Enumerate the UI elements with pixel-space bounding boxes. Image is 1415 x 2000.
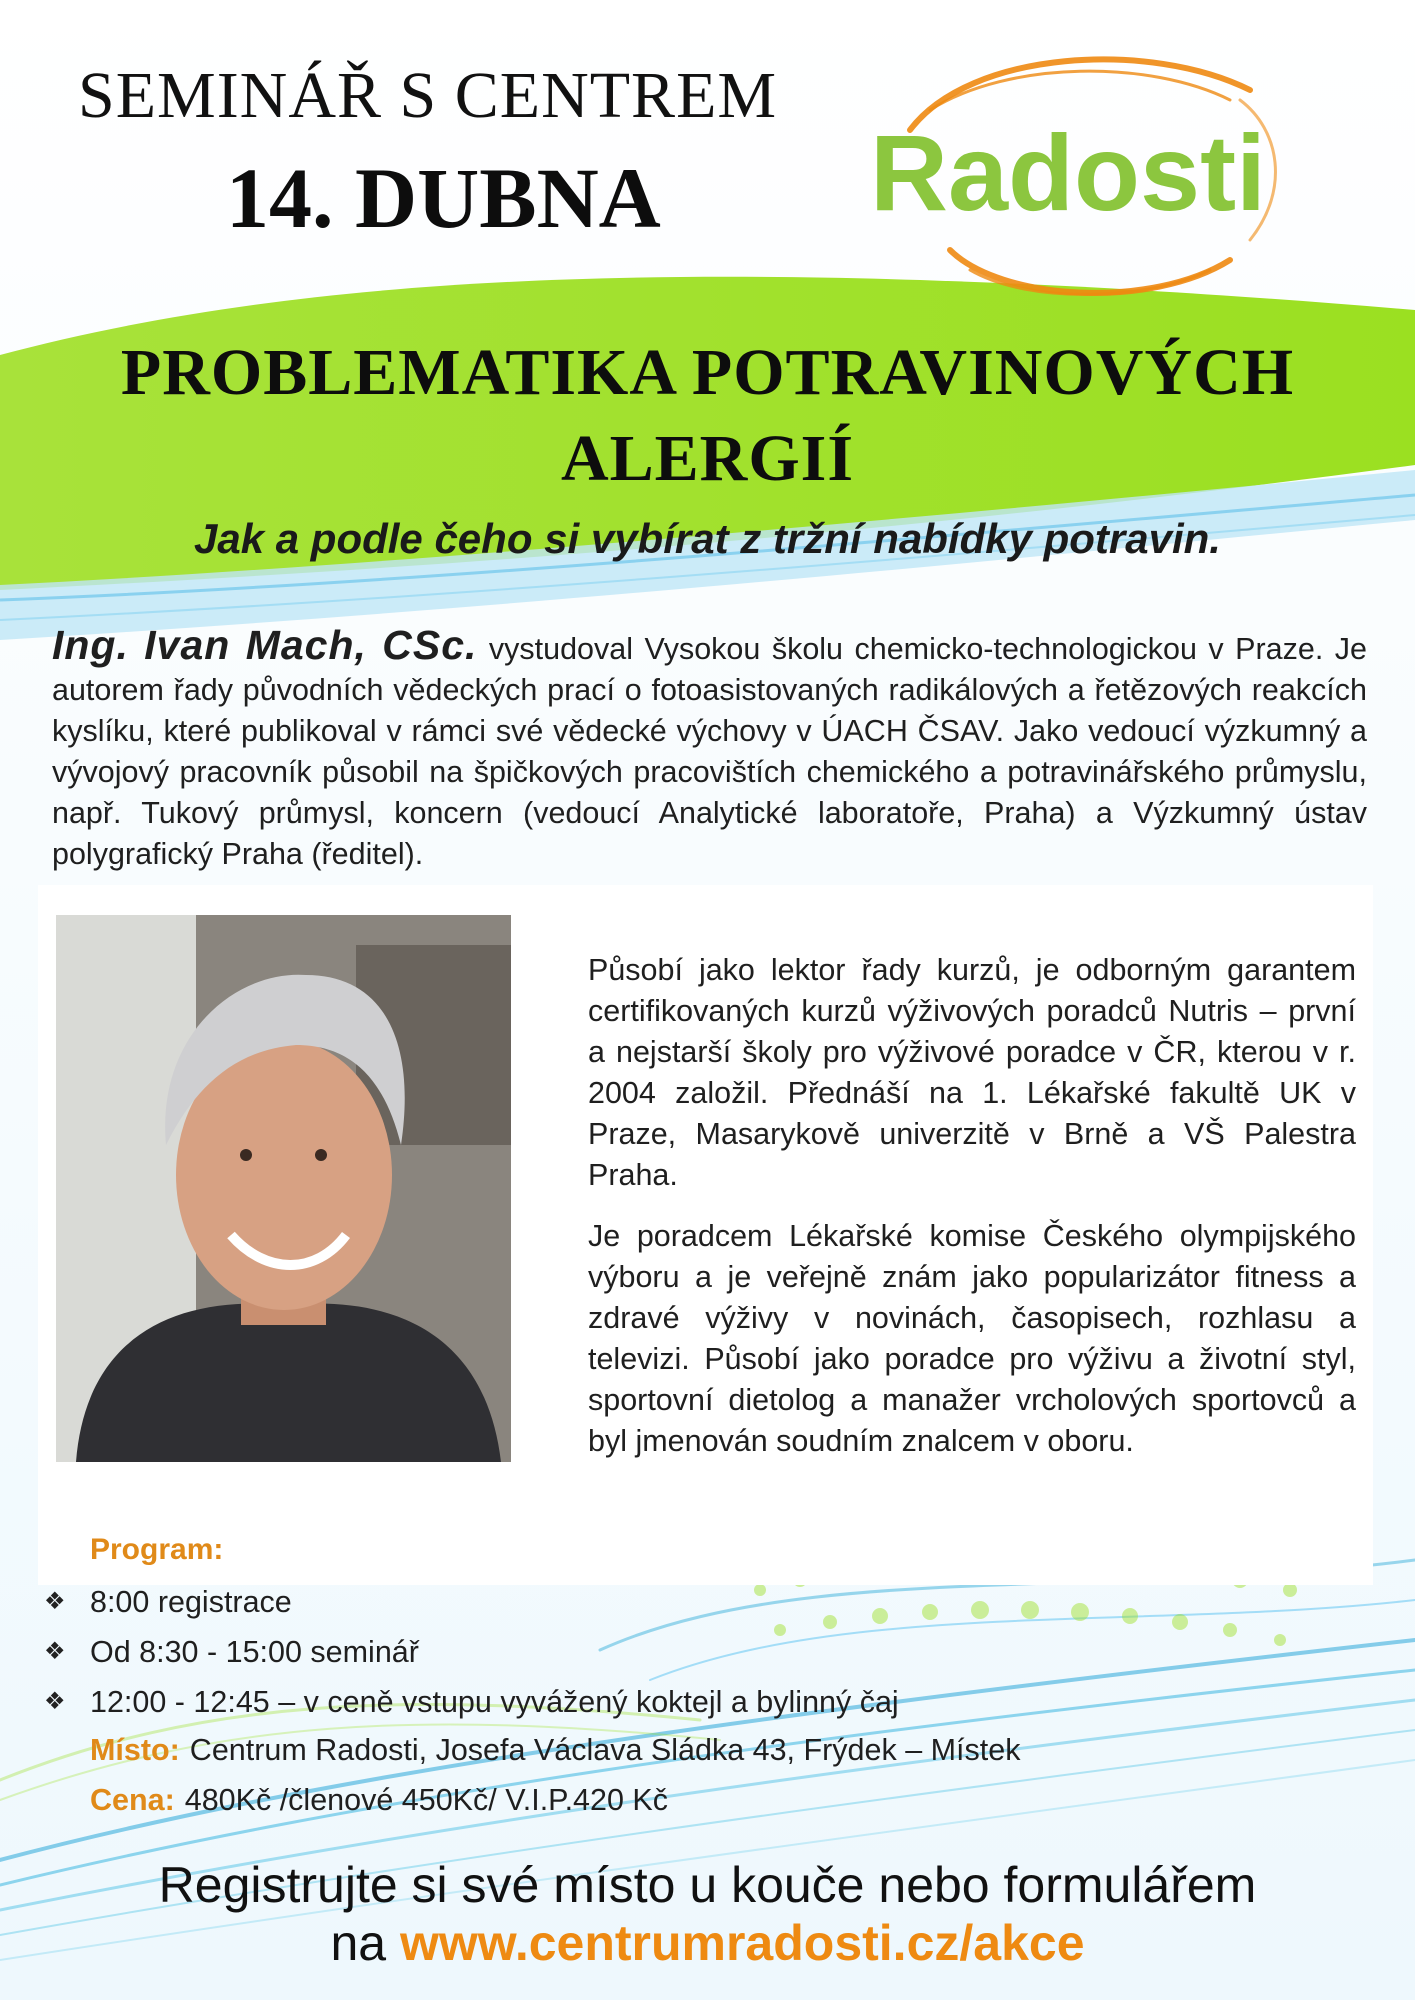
registration-footer [0,1856,1415,1972]
url-prefix: na [330,1915,400,1971]
program-item-text: 12:00 - 12:45 – v ceně vstupu vyvážený koktejl a bylinný čaj [90,1685,899,1719]
program-list [44,1577,1244,1727]
diamond-bullet-icon: ❖ [44,1638,66,1665]
header-seminar-title: SEMINÁŘ S CENTREM [78,59,778,132]
speaker-name: Ing. Ivan Mach, CSc. [52,622,478,668]
price-value: 480Kč /členové 450Kč/ V.I.P.420 Kč [184,1783,669,1817]
speaker-bio [52,622,1367,875]
header-date: 14. DUBNA [226,150,661,246]
place-info [90,1733,1020,1768]
list-item [44,1577,1244,1627]
registration-url-line [0,1914,1415,1972]
program-label: Program: [90,1533,224,1566]
diamond-bullet-icon: ❖ [44,1688,66,1715]
program-item-text: 8:00 registrace [90,1585,292,1619]
speaker-details [588,950,1356,1482]
speaker-details-p1: Působí jako lektor řady kurzů, je odborným garantem certifikovaných kurzů výživových poradců Nutris – první a nejstarší školy pro výživové poradce v ČR, kterou v r. 2004 založil. Přednáší na 1. Lékařské fakultě UK v Praze, Masarykově univerzitě v Brně a VŠ Palestra Praha. [588,953,1356,1192]
list-item [44,1677,1244,1727]
place-label: Místo: [90,1733,180,1767]
logo-text: Radosti [870,112,1267,233]
centrum-radosti-logo [850,40,1330,310]
list-item [44,1627,1244,1677]
main-title-line2: ALERGIÍ [560,422,855,495]
subtitle: Jak a podle čeho si vybírat z tržní nabídky potravin. [194,515,1221,562]
program-item-text: Od 8:30 - 15:00 seminář [90,1635,419,1669]
speaker-photo [56,915,511,1462]
place-value: Centrum Radosti, Josefa Václava Sládka 43, Frýdek – Místek [189,1733,1021,1767]
speaker-details-p2: Je poradcem Lékařské komise Českého olympijského výboru a je veřejně znám jako popularizátor fitness a zdravé výživy v novinách, časopisech, rozhlasu a televizi. Působí jako poradce pro výživu a životní styl, sportovní dietolog a manažer vrcholových sportovců a byl jmenován soudním znalcem v oboru. [588,1219,1356,1458]
registration-line: Registrujte si své místo u kouče nebo formulářem [158,1857,1257,1913]
diamond-bullet-icon: ❖ [44,1588,66,1615]
main-title-line1: PROBLEMATIKA POTRAVINOVÝCH [120,336,1295,409]
orange-swirl-icon [850,40,1330,310]
speaker-bio-text: vystudoval Vysokou školu chemicko-technologickou v Praze. Je autorem řady původních vědeckých prací o fotoasistovaných radikálových a řetězových reakcích kyslíku, které publikoval v rámci své vědecké výchovy v ÚACH ČSAV. Jako vedoucí výzkumný a vývojový pracovník působil na špičkových pracovištích chemického a potravinářského průmyslu, např. Tukový průmysl, koncern (vedoucí Analytické laboratoře, Praha) a Výzkumný ústav polygrafický Praha (ředitel). [52,632,1367,871]
price-label: Cena: [90,1783,175,1817]
main-title [40,330,1375,502]
price-info [90,1783,668,1818]
registration-link[interactable]: www.centrumradosti.cz/akce [400,1915,1085,1971]
